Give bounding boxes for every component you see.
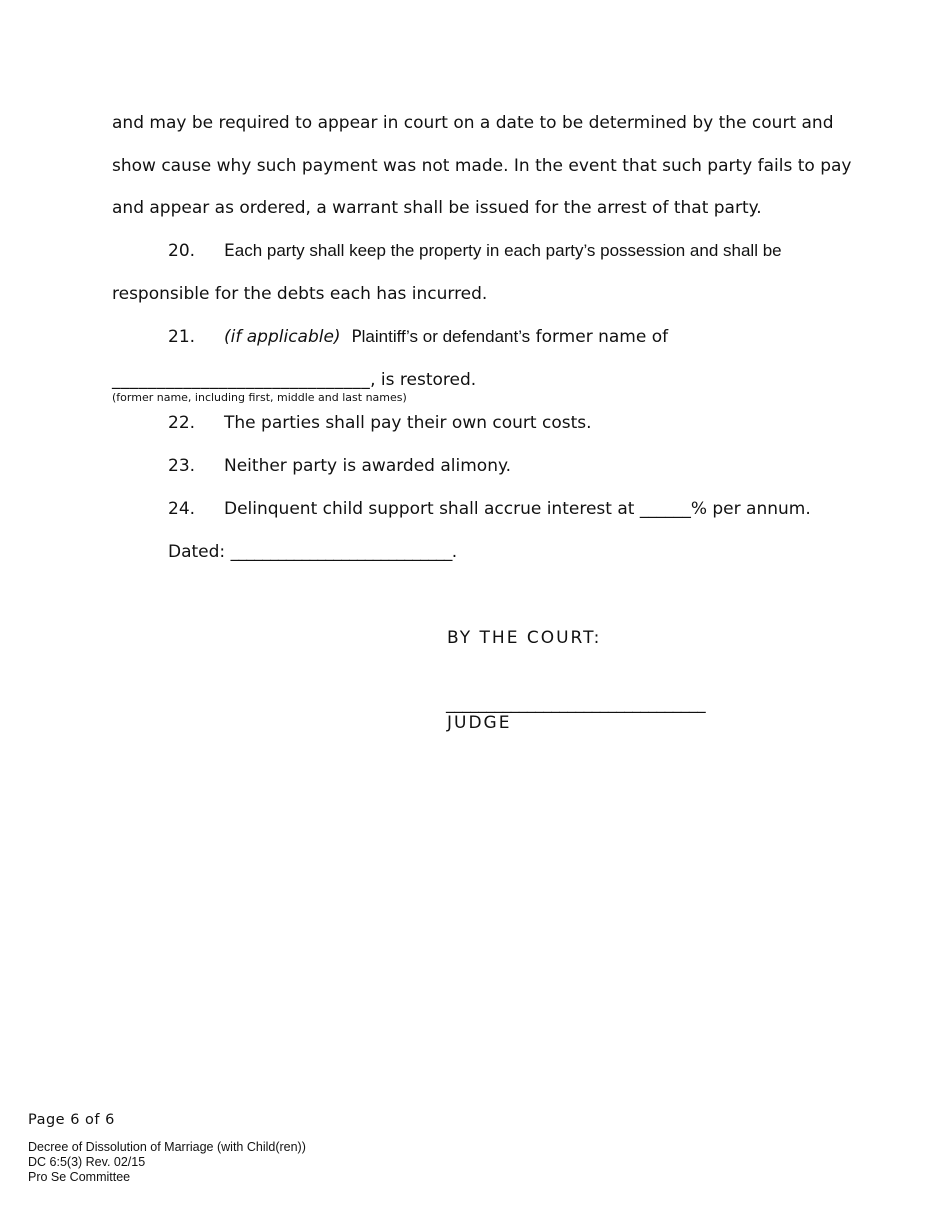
item-21-body-sans: laintiff’s or defendant’s <box>361 327 531 346</box>
form-title: Decree of Dissolution of Marriage (with Child(ren)) <box>28 1140 306 1154</box>
dated-blank[interactable]: ____________________________ <box>230 542 452 562</box>
item-21-restored: , is restored. <box>370 370 477 390</box>
judge-signature-line[interactable]: ________________________________ <box>446 694 706 714</box>
item-24-text-after: % per annum. <box>690 499 811 519</box>
item-20-body: ach party shall keep the property in each party’s possession and shall be <box>234 241 782 260</box>
form-number: DC 6:5(3) Rev. 02/15 <box>28 1155 146 1169</box>
item-24-text-before: Delinquent child support shall accrue interest at <box>224 499 635 519</box>
item-23-text: Neither party is awarded alimony. <box>224 456 512 476</box>
dated-label: Dated: <box>168 542 226 562</box>
item-21-body-rest: former name of <box>535 327 669 347</box>
page-number: Page 6 of 6 <box>28 1112 115 1128</box>
item-24-number: 24. <box>168 499 196 519</box>
item-20-first-letter: E <box>224 241 235 261</box>
continuation-line-1: and may be required to appear in court on a date to be determined by the court and <box>112 113 834 133</box>
item-20-number: 20. <box>168 241 196 261</box>
item-21-number: 21. <box>168 327 196 347</box>
item-24-text <box>224 499 811 519</box>
item-22-number: 22. <box>168 413 196 433</box>
continuation-line-2: show cause why such payment was not made. In the event that such party fails to pay <box>112 156 852 176</box>
item-20-continuation: responsible for the debts each has incurred. <box>112 284 488 304</box>
item-21-qualifier: (if applicable) <box>224 327 341 347</box>
continuation-line-3: and appear as ordered, a warrant shall be issued for the arrest of that party. <box>112 198 762 218</box>
by-the-court: BY THE COURT: <box>447 628 602 648</box>
former-name-blank[interactable]: _____________________________ <box>112 370 371 390</box>
dated-line <box>168 542 457 562</box>
item-21-text <box>224 327 668 347</box>
item-22-text: The parties shall pay their own court costs. <box>224 413 592 433</box>
item-20-text <box>224 241 782 261</box>
item-21-blank-line <box>112 370 476 390</box>
item-21-first-letter: P <box>351 327 362 347</box>
committee: Pro Se Committee <box>28 1170 131 1184</box>
former-name-caption: (former name, including first, middle and last names) <box>112 391 407 404</box>
judge-label: JUDGE <box>447 713 512 733</box>
item-23-number: 23. <box>168 456 196 476</box>
dated-end: . <box>451 542 458 562</box>
interest-rate-blank[interactable]: ______ <box>639 499 691 519</box>
